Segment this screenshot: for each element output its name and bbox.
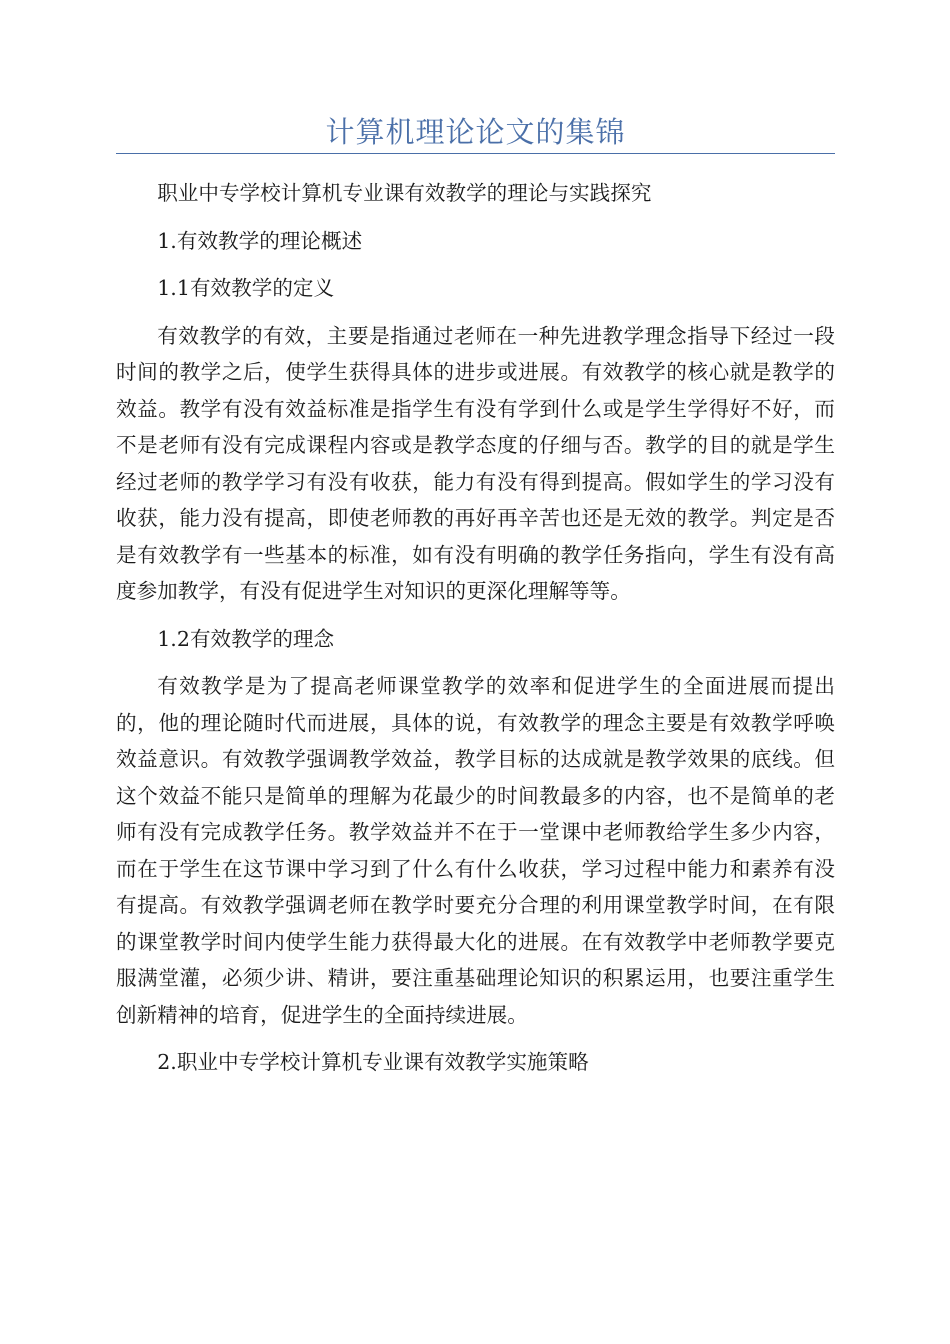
subsection-heading-1-1: 1.1有效教学的定义 (157, 276, 335, 300)
paper-heading: 职业中专学校计算机专业课有效教学的理论与实践探究 (157, 181, 652, 205)
document-body (116, 175, 835, 1092)
body-paragraph: 有效教学是为了提高老师课堂教学的效率和促进学生的全面进展而提出的，他的理论随时代而进展，具体的说，有效教学的理念主要是有效教学呼唤效益意识。有效教学强调教学效益，教学目标的达成就是教学效果的底线。但这个效益不能只是简单的理解为花最少的时间教最多的内容，也不是简单的老师有没有完成教学任务。教学效益并不在于一堂课中老师教给学生多少内容，而在于学生在这节课中学习到了什么有什么收获，学习过程中能力和素养有没有提高。有效教学强调老师在教学时要充分合理的利用课堂教学时间，在有限的课堂教学时间内使学生能力获得最大化的进展。在有效教学中老师教学要克服满堂灌，必须少讲、精讲，要注重基础理论知识的积累运用，也要注重学生创新精神的培育，促进学生的全面持续进展。 (116, 674, 835, 1027)
section-heading-2: 2.职业中专学校计算机专业课有效教学实施策略 (157, 1050, 589, 1074)
subsection-heading-1-2: 1.2有效教学的理念 (157, 626, 335, 651)
section-heading-1: 1.有效教学的理论概述 (157, 228, 363, 253)
document-title: 计算机理论论文的集锦 (325, 115, 626, 149)
title-divider (116, 153, 835, 154)
body-paragraph: 有效教学的有效，主要是指通过老师在一种先进教学理念指导下经过一段时间的教学之后，使学生获得具体的进步或进展。有效教学的核心就是教学的效益。教学有没有效益标准是指学生有没有学到什么或是学生学得好不好，而不是老师有没有完成课程内容或是教学态度的仔细与否。教学的目的就是学生经过老师的教学学习有没有收获，能力有没有得到提高。假如学生的学习没有收获，能力没有提高，即使老师教的再好再辛苦也还是无效的教学。判定是否是有效教学有一些基本的标准，如有没有明确的教学任务指向，学生有没有高度参加教学，有没有促进学生对知识的更深化理解等等。 (116, 323, 835, 603)
